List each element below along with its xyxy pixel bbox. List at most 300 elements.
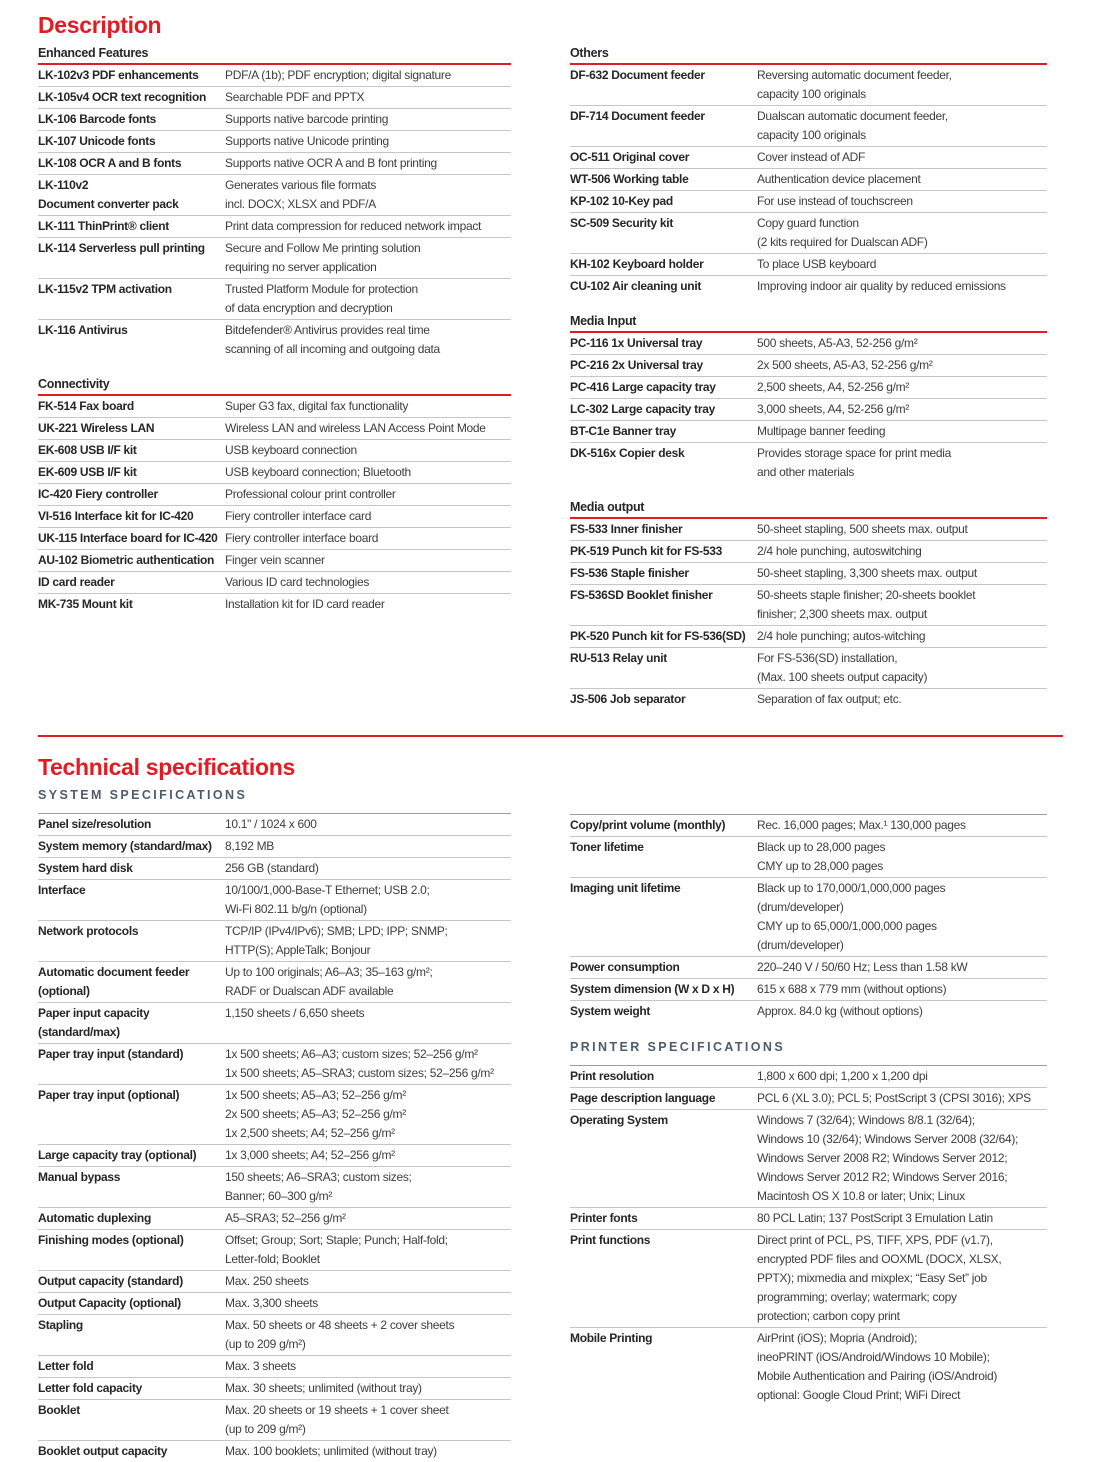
spec-value [225, 485, 511, 504]
spec-value-line: Windows 10 (32/64); Windows Server 2008 (32/64); [757, 1132, 1019, 1146]
spec-value [225, 110, 511, 129]
spec-term [570, 356, 757, 375]
spec-term-line: SC-509 Security kit [570, 216, 674, 230]
spec-term [570, 66, 757, 85]
spec-value-line: 3,000 sheets, A4, 52-256 g/m² [757, 402, 910, 416]
spec-term-line: LK-110v2 [38, 178, 89, 192]
spec-term-line: Printer fonts [570, 1211, 638, 1225]
spec-value-line: Banner; 60–300 g/m² [225, 1189, 333, 1203]
spec-value-line: of data encryption and decryption [225, 301, 393, 315]
description-left-column [38, 46, 511, 615]
spec-value-line: programming; overlay; watermark; copy [757, 1290, 957, 1304]
spec-value-line: 1x 3,000 sheets; A4; 52–256 g/m² [225, 1148, 395, 1162]
spec-value-line: 150 sheets; A6–SRA3; custom sizes; [225, 1170, 412, 1184]
spec-value-line: Installation kit for ID card reader [225, 597, 385, 611]
spec-value-line: capacity 100 originals [757, 128, 866, 142]
spec-row [38, 418, 511, 440]
spec-value-line: USB keyboard connection; Bluetooth [225, 465, 411, 479]
spec-term [38, 837, 225, 856]
spec-term [570, 1209, 757, 1228]
spec-row [38, 87, 511, 109]
spec-term [38, 859, 225, 878]
spec-term-line: UK-115 Interface board for IC-420 [38, 531, 218, 545]
spec-value [757, 255, 1047, 274]
spec-value-line: Supports native OCR A and B font printing [225, 156, 437, 170]
spec-row [38, 1230, 511, 1271]
spec-value [757, 980, 1047, 999]
spec-value [757, 400, 1047, 419]
spec-value-line: Fiery controller interface board [225, 531, 379, 545]
spec-value-line: HTTP(S); AppleTalk; Bonjour [225, 943, 371, 957]
spec-value-line: Windows 7 (32/64); Windows 8/8.1 (32/64); [757, 1113, 975, 1127]
spec-value [757, 148, 1047, 167]
spec-value [225, 1401, 511, 1439]
spec-value-line: (2 kits required for Dualscan ADF) [757, 235, 928, 249]
spec-value [225, 463, 511, 482]
spec-row [570, 191, 1047, 213]
spec-value [225, 1272, 511, 1291]
spec-value [757, 192, 1047, 211]
spec-term [38, 529, 225, 548]
spec-value-line: 2/4 hole punching, autoswitching [757, 544, 922, 558]
spec-term-line: DK-516x Copier desk [570, 446, 685, 460]
spec-row [570, 957, 1047, 979]
spec-value-line: 8,192 MB [225, 839, 274, 853]
spec-term-line: DF-714 Document feeder [570, 109, 705, 123]
spec-term-line: PK-520 Punch kit for FS-536(SD) [570, 629, 746, 643]
spec-value-line: 500 sheets, A5-A3, 52-256 g/m² [757, 336, 918, 350]
spec-value-line: requiring no server application [225, 260, 377, 274]
spec-row [38, 1315, 511, 1356]
spec-value [757, 1002, 1047, 1021]
spec-value-line: Improving indoor air quality by reduced emissions [757, 279, 1006, 293]
spec-term [38, 1401, 225, 1420]
technical-columns [38, 788, 1063, 1462]
spec-value-line: capacity 100 originals [757, 87, 866, 101]
spec-value-line: Various ID card technologies [225, 575, 370, 589]
spec-term-line: Imaging unit lifetime [570, 881, 681, 895]
spec-term-line: PC-416 Large capacity tray [570, 380, 716, 394]
spec-value [225, 419, 511, 438]
spec-row [570, 213, 1047, 254]
spec-value [757, 422, 1047, 441]
spec-row [38, 484, 511, 506]
spec-value-line: Super G3 fax, digital fax functionality [225, 399, 409, 413]
spec-value [225, 88, 511, 107]
spec-row [38, 396, 511, 418]
spec-value-line: 220–240 V / 50/60 Hz; Less than 1.58 kW [757, 960, 968, 974]
spec-term-line: Paper input capacity [38, 1006, 150, 1020]
spec-term [570, 980, 757, 999]
spec-value [757, 542, 1047, 561]
spec-row [570, 837, 1047, 878]
spec-term [38, 1209, 225, 1228]
spec-term-line: System dimension (W x D x H) [570, 982, 735, 996]
system-specifications-table-left [38, 813, 511, 1462]
spec-row [570, 1088, 1047, 1110]
spec-term [38, 1231, 225, 1250]
spec-value-line: Trusted Platform Module for protection [225, 282, 418, 296]
spec-value [757, 107, 1047, 145]
spec-term-line: Print functions [570, 1233, 651, 1247]
spec-value [225, 154, 511, 173]
spec-value-line: Offset; Group; Sort; Staple; Punch; Half-fold; [225, 1233, 448, 1247]
spec-row [570, 254, 1047, 276]
spec-term-line: PC-116 1x Universal tray [570, 336, 703, 350]
spec-value [225, 66, 511, 85]
spec-row [38, 880, 511, 921]
spec-row [570, 355, 1047, 377]
spec-term-line: Network protocols [38, 924, 139, 938]
section-title: Media Input [570, 314, 1047, 333]
spec-value [757, 838, 1047, 876]
spec-value [225, 859, 511, 878]
spec-value-line: 50-sheets staple finisher; 20-sheets booklet [757, 588, 976, 602]
spec-value-line: 10.1" / 1024 x 600 [225, 817, 317, 831]
spec-term-line: Output Capacity (optional) [38, 1296, 181, 1310]
spec-term [570, 520, 757, 539]
spec-row [570, 689, 1047, 710]
spec-term-line: Manual bypass [38, 1170, 121, 1184]
spec-term-line: Print resolution [570, 1069, 654, 1083]
spec-value-line: Macintosh OS X 10.8 or later; Unix; Linux [757, 1189, 965, 1203]
spec-term [38, 1146, 225, 1165]
spec-value-line: incl. DOCX; XLSX and PDF/A [225, 197, 376, 211]
spec-row [38, 572, 511, 594]
description-section [570, 314, 1047, 483]
spec-value-line: 1x 500 sheets; A5–SRA3; custom sizes; 52–256 g/m² [225, 1066, 494, 1080]
spec-row [38, 1271, 511, 1293]
spec-value [757, 520, 1047, 539]
spec-value-line: Fiery controller interface card [225, 509, 372, 523]
spec-row [38, 1400, 511, 1441]
spec-term-line: VI-516 Interface kit for IC-420 [38, 509, 194, 523]
spec-row [38, 1085, 511, 1145]
spec-value-line: A5–SRA3; 52–256 g/m² [225, 1211, 346, 1225]
spec-value-line: 2x 500 sheets; A5–A3; 52–256 g/m² [225, 1107, 406, 1121]
spec-term [570, 879, 757, 898]
spec-term [570, 542, 757, 561]
spec-value-line: 10/100/1,000-Base-T Ethernet; USB 2.0; [225, 883, 430, 897]
spec-row [38, 594, 511, 615]
spec-value-line: Max. 30 sheets; unlimited (without tray) [225, 1381, 422, 1395]
spec-value-line: 80 PCL Latin; 137 PostScript 3 Emulation Latin [757, 1211, 993, 1225]
spec-term [38, 1168, 225, 1187]
spec-value-line: Rec. 16,000 pages; Max.¹ 130,000 pages [757, 818, 966, 832]
spec-term [570, 444, 757, 463]
spec-value [757, 958, 1047, 977]
spec-term-line: System hard disk [38, 861, 133, 875]
spec-value-line: PDF/A (1b); PDF encryption; digital signature [225, 68, 451, 82]
spec-term-line: Finishing modes (optional) [38, 1233, 184, 1247]
section-title: Media output [570, 500, 1047, 519]
spec-value-line: Multipage banner feeding [757, 424, 886, 438]
spec-term-line: ID card reader [38, 575, 115, 589]
spec-term [570, 586, 757, 605]
spec-value-line: Copy guard function [757, 216, 859, 230]
printer-specifications-heading: PRINTER SPECIFICATIONS [570, 1040, 786, 1054]
spec-value-line: Separation of fax output; etc. [757, 692, 902, 706]
spec-term [570, 690, 757, 709]
spec-row [38, 921, 511, 962]
spec-term [570, 400, 757, 419]
spec-value-line: Black up to 170,000/1,000,000 pages [757, 881, 946, 895]
spec-term-line: BT-C1e Banner tray [570, 424, 676, 438]
spec-value [757, 1089, 1047, 1108]
spec-term-line: UK-221 Wireless LAN [38, 421, 155, 435]
spec-value-line: Max. 50 sheets or 48 sheets + 2 cover sheets [225, 1318, 455, 1332]
spec-term [38, 922, 225, 941]
spec-row [570, 1110, 1047, 1208]
spec-term-line: WT-506 Working table [570, 172, 689, 186]
spec-term [570, 1002, 757, 1021]
spec-value-line: (drum/developer) [757, 938, 844, 952]
spec-value-line: Provides storage space for print media [757, 446, 952, 460]
spec-value [757, 444, 1047, 482]
spec-row [570, 1066, 1047, 1088]
spec-row [38, 1044, 511, 1085]
spec-value-line: Supports native Unicode printing [225, 134, 389, 148]
spec-term [570, 214, 757, 233]
spec-term [570, 649, 757, 668]
spec-value [757, 170, 1047, 189]
spec-row [570, 147, 1047, 169]
spec-value [225, 1316, 511, 1354]
spec-term [570, 1067, 757, 1086]
section-divider-rule [38, 735, 1063, 737]
spec-value-line: Bitdefender® Antivirus provides real time [225, 323, 430, 337]
spec-term [570, 192, 757, 211]
spec-value-line: Dualscan automatic document feeder, [757, 109, 948, 123]
spec-value-line: Secure and Follow Me printing solution [225, 241, 421, 255]
spec-term [570, 107, 757, 126]
spec-term-line: Paper tray input (standard) [38, 1047, 184, 1061]
spec-value-line: 50-sheet stapling, 500 sheets max. output [757, 522, 968, 536]
spec-value-line: Letter-fold; Booklet [225, 1252, 320, 1266]
spec-term [38, 963, 225, 1001]
spec-value-line: 615 x 688 x 779 mm (without options) [757, 982, 947, 996]
spec-term [570, 564, 757, 583]
spec-value-line: Mobile Authentication and Pairing (iOS/Android) [757, 1369, 998, 1383]
spec-value-line: Max. 20 sheets or 19 sheets + 1 cover sheet [225, 1403, 449, 1417]
spec-value-line: 50-sheet stapling, 3,300 sheets max. output [757, 566, 977, 580]
spec-term [38, 1379, 225, 1398]
section-title: Others [570, 46, 1047, 65]
spec-value [757, 214, 1047, 252]
spec-term-line: KP-102 10-Key pad [570, 194, 673, 208]
spec-term-line: Toner lifetime [570, 840, 644, 854]
spec-row [38, 1208, 511, 1230]
spec-term-line: CU-102 Air cleaning unit [570, 279, 702, 293]
spec-value-line: Max. 250 sheets [225, 1274, 309, 1288]
spec-value-line: 1,150 sheets / 6,650 sheets [225, 1006, 365, 1020]
spec-value-line: 1x 500 sheets; A5–A3; 52–256 g/m² [225, 1088, 406, 1102]
spec-value [225, 1168, 511, 1206]
spec-value [225, 132, 511, 151]
spec-term [38, 88, 225, 107]
spec-row [38, 279, 511, 320]
spec-term-line: Power consumption [570, 960, 680, 974]
spec-value-line: RADF or Dualscan ADF available [225, 984, 394, 998]
spec-value [225, 507, 511, 526]
spec-term-line: AU-102 Biometric authentication [38, 553, 215, 567]
technical-specifications-heading: Technical specifications [38, 754, 295, 780]
description-section [570, 500, 1047, 710]
spec-term [38, 1086, 225, 1105]
spec-row [570, 377, 1047, 399]
spec-term-line: LK-116 Antivirus [38, 323, 128, 337]
spec-row [570, 65, 1047, 106]
spec-value-line: AirPrint (iOS); Mopria (Android); [757, 1331, 918, 1345]
spec-row [570, 519, 1047, 541]
spec-term [570, 838, 757, 857]
spec-row [570, 815, 1047, 837]
spec-term [38, 132, 225, 151]
spec-value-line: CMY up to 28,000 pages [757, 859, 883, 873]
spec-term-line: Automatic document feeder [38, 965, 190, 979]
spec-term [570, 1231, 757, 1250]
spec-term-line: OC-511 Original cover [570, 150, 690, 164]
spec-term-line: LK-106 Barcode fonts [38, 112, 157, 126]
spec-row [570, 541, 1047, 563]
spec-term-line: Document converter pack [38, 197, 179, 211]
spec-value-line: finisher; 2,300 sheets max. output [757, 607, 927, 621]
spec-term-line: System memory (standard/max) [38, 839, 212, 853]
spec-value-line: ineoPRINT (iOS/Android/Windows 10 Mobile); [757, 1350, 990, 1364]
description-heading: Description [38, 12, 162, 38]
spec-value [757, 1111, 1047, 1206]
spec-term [38, 485, 225, 504]
section-table [570, 65, 1047, 297]
spec-value-line: For use instead of touchscreen [757, 194, 913, 208]
spec-term [570, 1329, 757, 1348]
spec-row [570, 276, 1047, 297]
description-columns [38, 46, 1063, 710]
spec-term [570, 816, 757, 835]
spec-value-line: Black up to 28,000 pages [757, 840, 886, 854]
spec-value [757, 690, 1047, 709]
spec-value-line: (Max. 100 sheets output capacity) [757, 670, 928, 684]
spec-value [757, 1209, 1047, 1228]
spec-value-line: optional: Google Cloud Print; WiFi Direct [757, 1388, 961, 1402]
spec-term [38, 441, 225, 460]
spec-value [225, 1357, 511, 1376]
spec-term [38, 551, 225, 570]
spec-row [38, 836, 511, 858]
spec-value-line: 2,500 sheets, A4, 52-256 g/m² [757, 380, 910, 394]
spec-value-line: encrypted PDF files and OOXML (DOCX, XLSX, [757, 1252, 1002, 1266]
spec-term-line: Page description language [570, 1091, 716, 1105]
spec-value [757, 564, 1047, 583]
technical-right-column [570, 788, 1047, 1406]
spec-term-line: Copy/print volume (monthly) [570, 818, 726, 832]
spec-term-line: IC-420 Fiery controller [38, 487, 158, 501]
spec-value [225, 280, 511, 318]
description-section [570, 46, 1047, 297]
spec-term [38, 1294, 225, 1313]
spec-row [38, 175, 511, 216]
spec-row [38, 1167, 511, 1208]
spec-value-line: (up to 209 g/m²) [225, 1337, 306, 1351]
spec-row [570, 399, 1047, 421]
spec-term-line: PC-216 2x Universal tray [570, 358, 703, 372]
spec-term-line: JS-506 Job separator [570, 692, 686, 706]
spec-term [570, 334, 757, 353]
spec-row [38, 153, 511, 175]
spec-value [225, 1231, 511, 1269]
spec-term-line: LK-115v2 TPM activation [38, 282, 172, 296]
spec-row [38, 238, 511, 279]
spec-term [38, 239, 225, 258]
spec-term [570, 422, 757, 441]
spec-value [225, 881, 511, 919]
spec-term [38, 1045, 225, 1064]
spec-term-line: LK-107 Unicode fonts [38, 134, 156, 148]
spec-term [38, 881, 225, 900]
spec-term [38, 397, 225, 416]
spec-term [570, 1111, 757, 1130]
spec-value-line: Up to 100 originals; A6–A3; 35–163 g/m²; [225, 965, 433, 979]
spec-value-line: To place USB keyboard [757, 257, 877, 271]
spec-term [38, 1272, 225, 1291]
spec-term [38, 1004, 225, 1042]
spec-value-line: Direct print of PCL, PS, TIFF, XPS, PDF (v1.7), [757, 1233, 993, 1247]
spec-value [225, 922, 511, 960]
spec-row [38, 528, 511, 550]
spec-term-line: FS-536 Staple finisher [570, 566, 689, 580]
spec-row [38, 65, 511, 87]
spec-term-line: EK-609 USB I/F kit [38, 465, 137, 479]
section-table [38, 396, 511, 615]
spec-value [225, 1045, 511, 1083]
spec-row [570, 169, 1047, 191]
spec-row [570, 563, 1047, 585]
spec-row [38, 1378, 511, 1400]
spec-term-line: Stapling [38, 1318, 83, 1332]
spec-value-line: TCP/IP (IPv4/IPv6); SMB; LPD; IPP; SNMP; [225, 924, 448, 938]
section-title: Enhanced Features [38, 46, 511, 65]
spec-value [225, 1442, 511, 1461]
spec-value-line: 1x 500 sheets; A6–A3; custom sizes; 52–256 g/m² [225, 1047, 478, 1061]
spec-term [38, 280, 225, 299]
spec-value [757, 334, 1047, 353]
section-title: Connectivity [38, 377, 511, 396]
section-table [570, 333, 1047, 483]
spec-term-line: LK-114 Serverless pull printing [38, 241, 205, 255]
spec-value [225, 1379, 511, 1398]
spec-term-line: FS-533 Inner finisher [570, 522, 683, 536]
spec-term-line: KH-102 Keyboard holder [570, 257, 704, 271]
spec-value-line: Supports native barcode printing [225, 112, 389, 126]
spec-value-line: 1x 2,500 sheets; A4; 52–256 g/m² [225, 1126, 395, 1140]
spec-row [38, 462, 511, 484]
spec-term-line: LK-108 OCR A and B fonts [38, 156, 182, 170]
spec-term-line: Automatic duplexing [38, 1211, 151, 1225]
spec-row [570, 443, 1047, 483]
spec-term-line: Mobile Printing [570, 1331, 653, 1345]
spec-value [757, 816, 1047, 835]
spec-value-line: Max. 3,300 sheets [225, 1296, 318, 1310]
spec-row [570, 626, 1047, 648]
spec-value-line: 1,800 x 600 dpi; 1,200 x 1,200 dpi [757, 1069, 928, 1083]
spec-value [757, 627, 1047, 646]
spec-value-line: and other materials [757, 465, 855, 479]
spec-term [38, 507, 225, 526]
spec-value-line: (up to 209 g/m²) [225, 1422, 306, 1436]
spec-term-line: DF-632 Document feeder [570, 68, 705, 82]
spec-value-line: Reversing automatic document feeder, [757, 68, 952, 82]
spec-value [225, 1294, 511, 1313]
